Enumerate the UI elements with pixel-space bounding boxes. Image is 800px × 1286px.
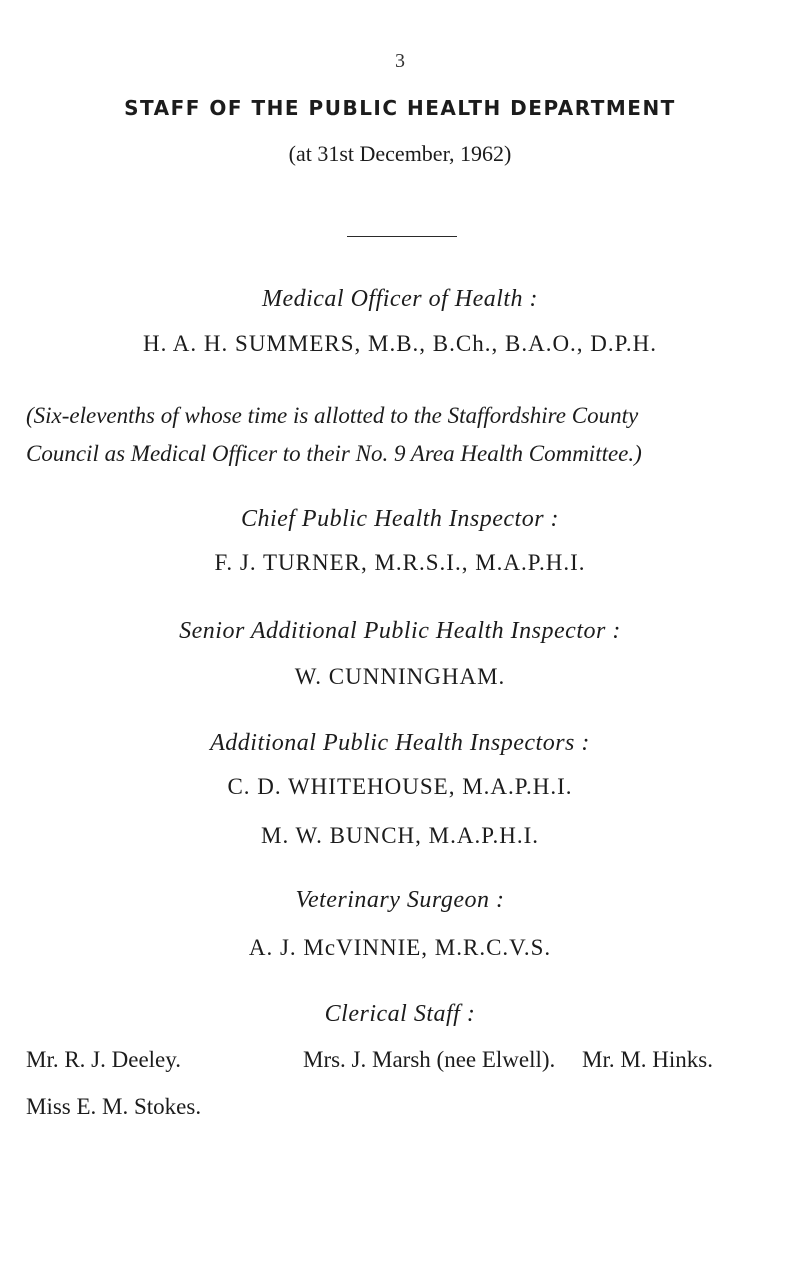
- clerical-member-4: Miss E. M. Stokes.: [26, 1094, 202, 1119]
- page-number: 3: [395, 50, 405, 72]
- additional-phi-name-1: C. D. WHITEHOUSE, M.A.P.H.I.: [227, 774, 573, 799]
- chief-phi-name: F. J. TURNER, M.R.S.I., M.A.P.H.I.: [214, 550, 586, 575]
- moh-note-line-1: (Six-elevenths of whose time is allotted to the Staffordshire County: [26, 403, 639, 428]
- page-subtitle: (at 31st December, 1962): [288, 141, 512, 166]
- clerical-member-1: Mr. R. J. Deeley.: [26, 1047, 182, 1072]
- additional-phi-heading: Additional Public Health Inspectors :: [210, 730, 590, 756]
- moh-name: H. A. H. SUMMERS, M.B., B.Ch., B.A.O., D.P.H.: [142, 331, 658, 356]
- additional-phi-name-2: M. W. BUNCH, M.A.P.H.I.: [261, 823, 539, 848]
- chief-phi-heading: Chief Public Health Inspector :: [240, 506, 560, 532]
- senior-phi-heading: Senior Additional Public Health Inspector :: [179, 618, 621, 644]
- senior-phi-name: W. CUNNINGHAM.: [294, 664, 506, 689]
- divider-rule: [347, 236, 457, 237]
- moh-heading: Medical Officer of Health :: [261, 286, 539, 312]
- clerical-member-3: Mr. M. Hinks.: [582, 1047, 713, 1072]
- moh-note-line-2: Council as Medical Officer to their No. 9 Area Health Committee.): [26, 441, 642, 466]
- clerical-member-2: Mrs. J. Marsh (nee Elwell).: [303, 1047, 556, 1072]
- vet-heading: Veterinary Surgeon :: [295, 887, 505, 913]
- page-title: STAFF OF THE PUBLIC HEALTH DEPARTMENT: [124, 96, 676, 120]
- clerical-heading: Clerical Staff :: [324, 1001, 476, 1027]
- vet-name: A. J. McVINNIE, M.R.C.V.S.: [248, 935, 552, 960]
